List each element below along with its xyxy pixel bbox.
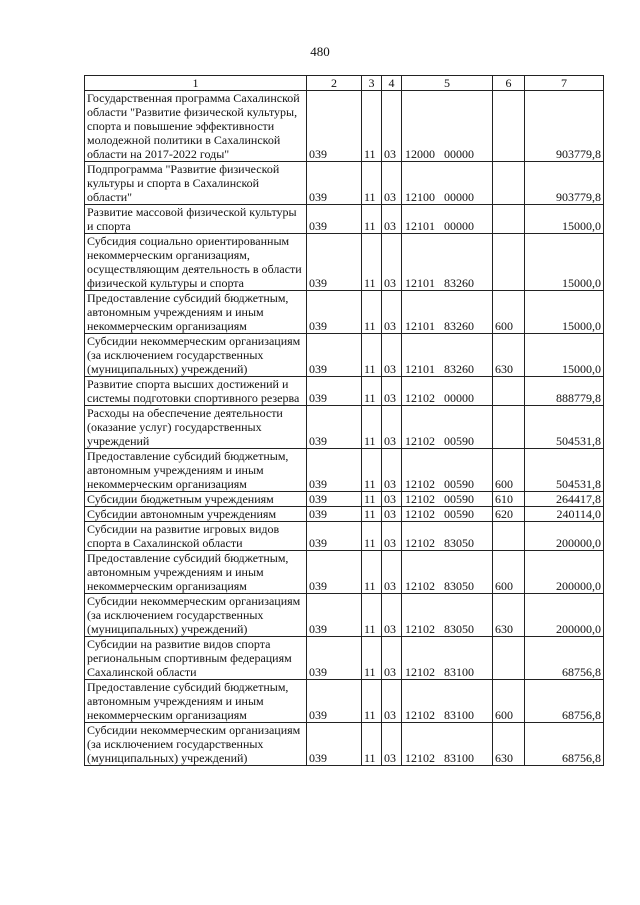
row-subsection: 03 (382, 492, 402, 507)
row-subsection: 03 (382, 594, 402, 637)
table-row (85, 334, 604, 377)
row-ministry-code: 039 (307, 91, 362, 162)
row-subsection: 03 (382, 91, 402, 162)
row-target-article: 12101 83260 (402, 334, 493, 377)
row-subsection: 03 (382, 406, 402, 449)
row-subsection: 03 (382, 334, 402, 377)
row-section: 11 (362, 291, 382, 334)
row-amount: 68756,8 (525, 637, 604, 680)
row-target-article: 12101 83260 (402, 291, 493, 334)
row-subsection: 03 (382, 507, 402, 522)
row-amount: 888779,8 (525, 377, 604, 406)
row-amount: 200000,0 (525, 594, 604, 637)
row-section: 11 (362, 680, 382, 723)
row-ministry-code: 039 (307, 377, 362, 406)
row-ministry-code: 039 (307, 507, 362, 522)
row-ministry-code: 039 (307, 680, 362, 723)
row-target-article: 12102 83100 (402, 680, 493, 723)
row-expense-type: 600 (493, 291, 525, 334)
row-expense-type (493, 162, 525, 205)
row-subsection: 03 (382, 234, 402, 291)
row-amount: 200000,0 (525, 551, 604, 594)
row-ministry-code: 039 (307, 637, 362, 680)
row-amount: 15000,0 (525, 234, 604, 291)
page-number: 480 (310, 44, 330, 59)
row-ministry-code: 039 (307, 234, 362, 291)
table-row (85, 723, 604, 766)
row-section: 11 (362, 637, 382, 680)
row-subsection: 03 (382, 377, 402, 406)
row-expense-type: 630 (493, 723, 525, 766)
row-subsection: 03 (382, 162, 402, 205)
row-target-article: 12100 00000 (402, 162, 493, 205)
header-col-4: 4 (382, 76, 402, 91)
row-section: 11 (362, 162, 382, 205)
row-expense-type: 610 (493, 492, 525, 507)
row-amount: 504531,8 (525, 406, 604, 449)
table-row (85, 377, 604, 406)
row-section: 11 (362, 234, 382, 291)
row-ministry-code: 039 (307, 492, 362, 507)
row-ministry-code: 039 (307, 406, 362, 449)
row-section: 11 (362, 492, 382, 507)
row-name: Субсидии некоммерческим организациям (за исключением государственных (муниципальных) учреждений) (85, 594, 307, 637)
budget-table (84, 75, 604, 766)
header-col-5: 5 (402, 76, 493, 91)
row-target-article: 12102 00000 (402, 377, 493, 406)
row-target-article: 12102 00590 (402, 507, 493, 522)
row-section: 11 (362, 205, 382, 234)
budget-table-body (85, 76, 604, 766)
table-row (85, 234, 604, 291)
row-expense-type (493, 637, 525, 680)
row-name: Предоставление субсидий бюджетным, автономным учреждениям и иным некоммерческим организациям (85, 291, 307, 334)
row-amount: 200000,0 (525, 522, 604, 551)
row-name: Развитие спорта высших достижений и системы подготовки спортивного резерва (85, 377, 307, 406)
row-section: 11 (362, 406, 382, 449)
row-expense-type (493, 234, 525, 291)
header-col-2: 2 (307, 76, 362, 91)
table-row (85, 205, 604, 234)
row-name: Развитие массовой физической культуры и спорта (85, 205, 307, 234)
table-row (85, 637, 604, 680)
row-section: 11 (362, 551, 382, 594)
row-amount: 68756,8 (525, 723, 604, 766)
row-target-article: 12102 00590 (402, 406, 493, 449)
row-ministry-code: 039 (307, 449, 362, 492)
row-name: Предоставление субсидий бюджетным, автономным учреждениям и иным некоммерческим организациям (85, 551, 307, 594)
row-name: Субсидия социально ориентированным некоммерческим организациям, осуществляющим деятельность в области физической культуры и спорта (85, 234, 307, 291)
row-subsection: 03 (382, 205, 402, 234)
row-ministry-code: 039 (307, 522, 362, 551)
row-expense-type (493, 205, 525, 234)
row-name: Субсидии бюджетным учреждениям (85, 492, 307, 507)
row-expense-type (493, 522, 525, 551)
row-ministry-code: 039 (307, 551, 362, 594)
table-row (85, 680, 604, 723)
table-row (85, 91, 604, 162)
row-name: Субсидии некоммерческим организациям (за исключением государственных (муниципальных) учреждений) (85, 723, 307, 766)
row-name: Субсидии на развитие видов спорта региональным спортивным федерациям Сахалинской области (85, 637, 307, 680)
row-name: Субсидии на развитие игровых видов спорта в Сахалинской области (85, 522, 307, 551)
table-row (85, 594, 604, 637)
row-ministry-code: 039 (307, 162, 362, 205)
row-amount: 15000,0 (525, 291, 604, 334)
row-name: Предоставление субсидий бюджетным, автономным учреждениям и иным некоммерческим организациям (85, 449, 307, 492)
row-expense-type (493, 91, 525, 162)
row-section: 11 (362, 594, 382, 637)
row-target-article: 12102 83050 (402, 551, 493, 594)
row-expense-type: 600 (493, 449, 525, 492)
row-expense-type: 630 (493, 334, 525, 377)
row-section: 11 (362, 449, 382, 492)
row-expense-type: 600 (493, 551, 525, 594)
row-subsection: 03 (382, 637, 402, 680)
row-expense-type: 600 (493, 680, 525, 723)
row-subsection: 03 (382, 723, 402, 766)
row-amount: 240114,0 (525, 507, 604, 522)
row-name: Субсидии некоммерческим организациям (за исключением государственных (муниципальных) учреждений) (85, 334, 307, 377)
row-section: 11 (362, 723, 382, 766)
row-target-article: 12102 83100 (402, 723, 493, 766)
row-target-article: 12102 00590 (402, 449, 493, 492)
row-subsection: 03 (382, 449, 402, 492)
row-expense-type: 630 (493, 594, 525, 637)
row-name: Государственная программа Сахалинской области "Развитие физической культуры, спорта и повышение эффективности молодежной политики в Сахалинской области на 2017-2022 годы" (85, 91, 307, 162)
row-section: 11 (362, 334, 382, 377)
row-amount: 68756,8 (525, 680, 604, 723)
row-name: Расходы на обеспечение деятельности (оказание услуг) государственных учреждений (85, 406, 307, 449)
table-row (85, 162, 604, 205)
row-section: 11 (362, 522, 382, 551)
row-ministry-code: 039 (307, 205, 362, 234)
table-row (85, 291, 604, 334)
row-expense-type (493, 377, 525, 406)
row-amount: 903779,8 (525, 162, 604, 205)
table-row (85, 507, 604, 522)
row-subsection: 03 (382, 291, 402, 334)
table-row (85, 406, 604, 449)
table-row (85, 551, 604, 594)
row-expense-type: 620 (493, 507, 525, 522)
row-subsection: 03 (382, 551, 402, 594)
row-target-article: 12102 83050 (402, 594, 493, 637)
row-ministry-code: 039 (307, 594, 362, 637)
row-section: 11 (362, 377, 382, 406)
row-ministry-code: 039 (307, 291, 362, 334)
table-row (85, 522, 604, 551)
row-target-article: 12102 83050 (402, 522, 493, 551)
row-amount: 504531,8 (525, 449, 604, 492)
row-section: 11 (362, 91, 382, 162)
table-row (85, 449, 604, 492)
row-subsection: 03 (382, 680, 402, 723)
row-section: 11 (362, 507, 382, 522)
row-expense-type (493, 406, 525, 449)
row-name: Подпрограмма "Развитие физической культуры и спорта в Сахалинской области" (85, 162, 307, 205)
header-col-7: 7 (525, 76, 604, 91)
header-col-3: 3 (362, 76, 382, 91)
row-target-article: 12102 83100 (402, 637, 493, 680)
row-name: Предоставление субсидий бюджетным, автономным учреждениям и иным некоммерческим организациям (85, 680, 307, 723)
header-col-1: 1 (85, 76, 307, 91)
row-target-article: 12000 00000 (402, 91, 493, 162)
header-col-6: 6 (493, 76, 525, 91)
row-target-article: 12102 00590 (402, 492, 493, 507)
row-ministry-code: 039 (307, 723, 362, 766)
row-amount: 264417,8 (525, 492, 604, 507)
row-amount: 15000,0 (525, 205, 604, 234)
table-row (85, 492, 604, 507)
row-amount: 903779,8 (525, 91, 604, 162)
row-subsection: 03 (382, 522, 402, 551)
row-name: Субсидии автономным учреждениям (85, 507, 307, 522)
table-header-row (85, 76, 604, 91)
row-ministry-code: 039 (307, 334, 362, 377)
row-target-article: 12101 00000 (402, 205, 493, 234)
row-target-article: 12101 83260 (402, 234, 493, 291)
row-amount: 15000,0 (525, 334, 604, 377)
